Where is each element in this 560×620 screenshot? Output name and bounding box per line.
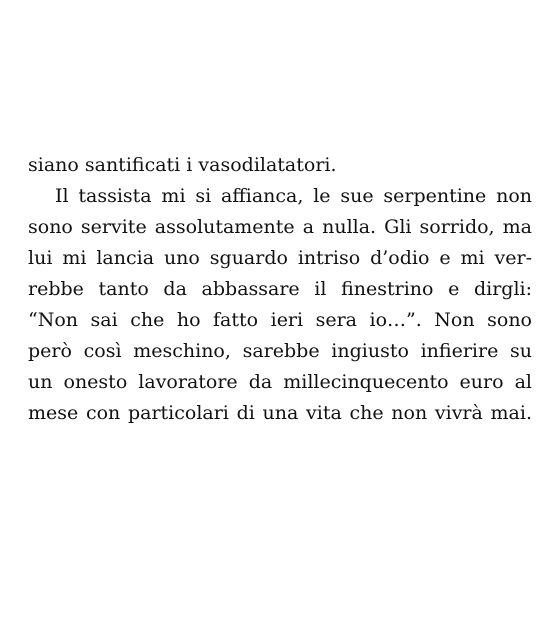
text-line: sono servite assolutamente a nulla. Gli sorrido, ma	[28, 216, 532, 238]
text-line: un onesto lavoratore da millecinquecento euro al	[28, 371, 532, 393]
body-text	[28, 150, 532, 429]
text-line: lui mi lancia uno sguardo intriso d’odio e mi ver-	[28, 247, 532, 269]
text-line: “Non sai che ho fatto ieri sera io…”. Non sono	[28, 309, 532, 331]
text-line: rebbe tanto da abbassare il finestrino e dirgli:	[28, 278, 532, 300]
text-line: mese con particolari di una vita che non vivrà mai.	[28, 402, 532, 424]
text-line: Il tassista mi si affianca, le sue serpentine non	[55, 185, 532, 207]
text-line: però così meschino, sarebbe ingiusto infierire su	[28, 340, 532, 362]
text-line: siano santificati i vasodilatatori.	[28, 154, 337, 176]
